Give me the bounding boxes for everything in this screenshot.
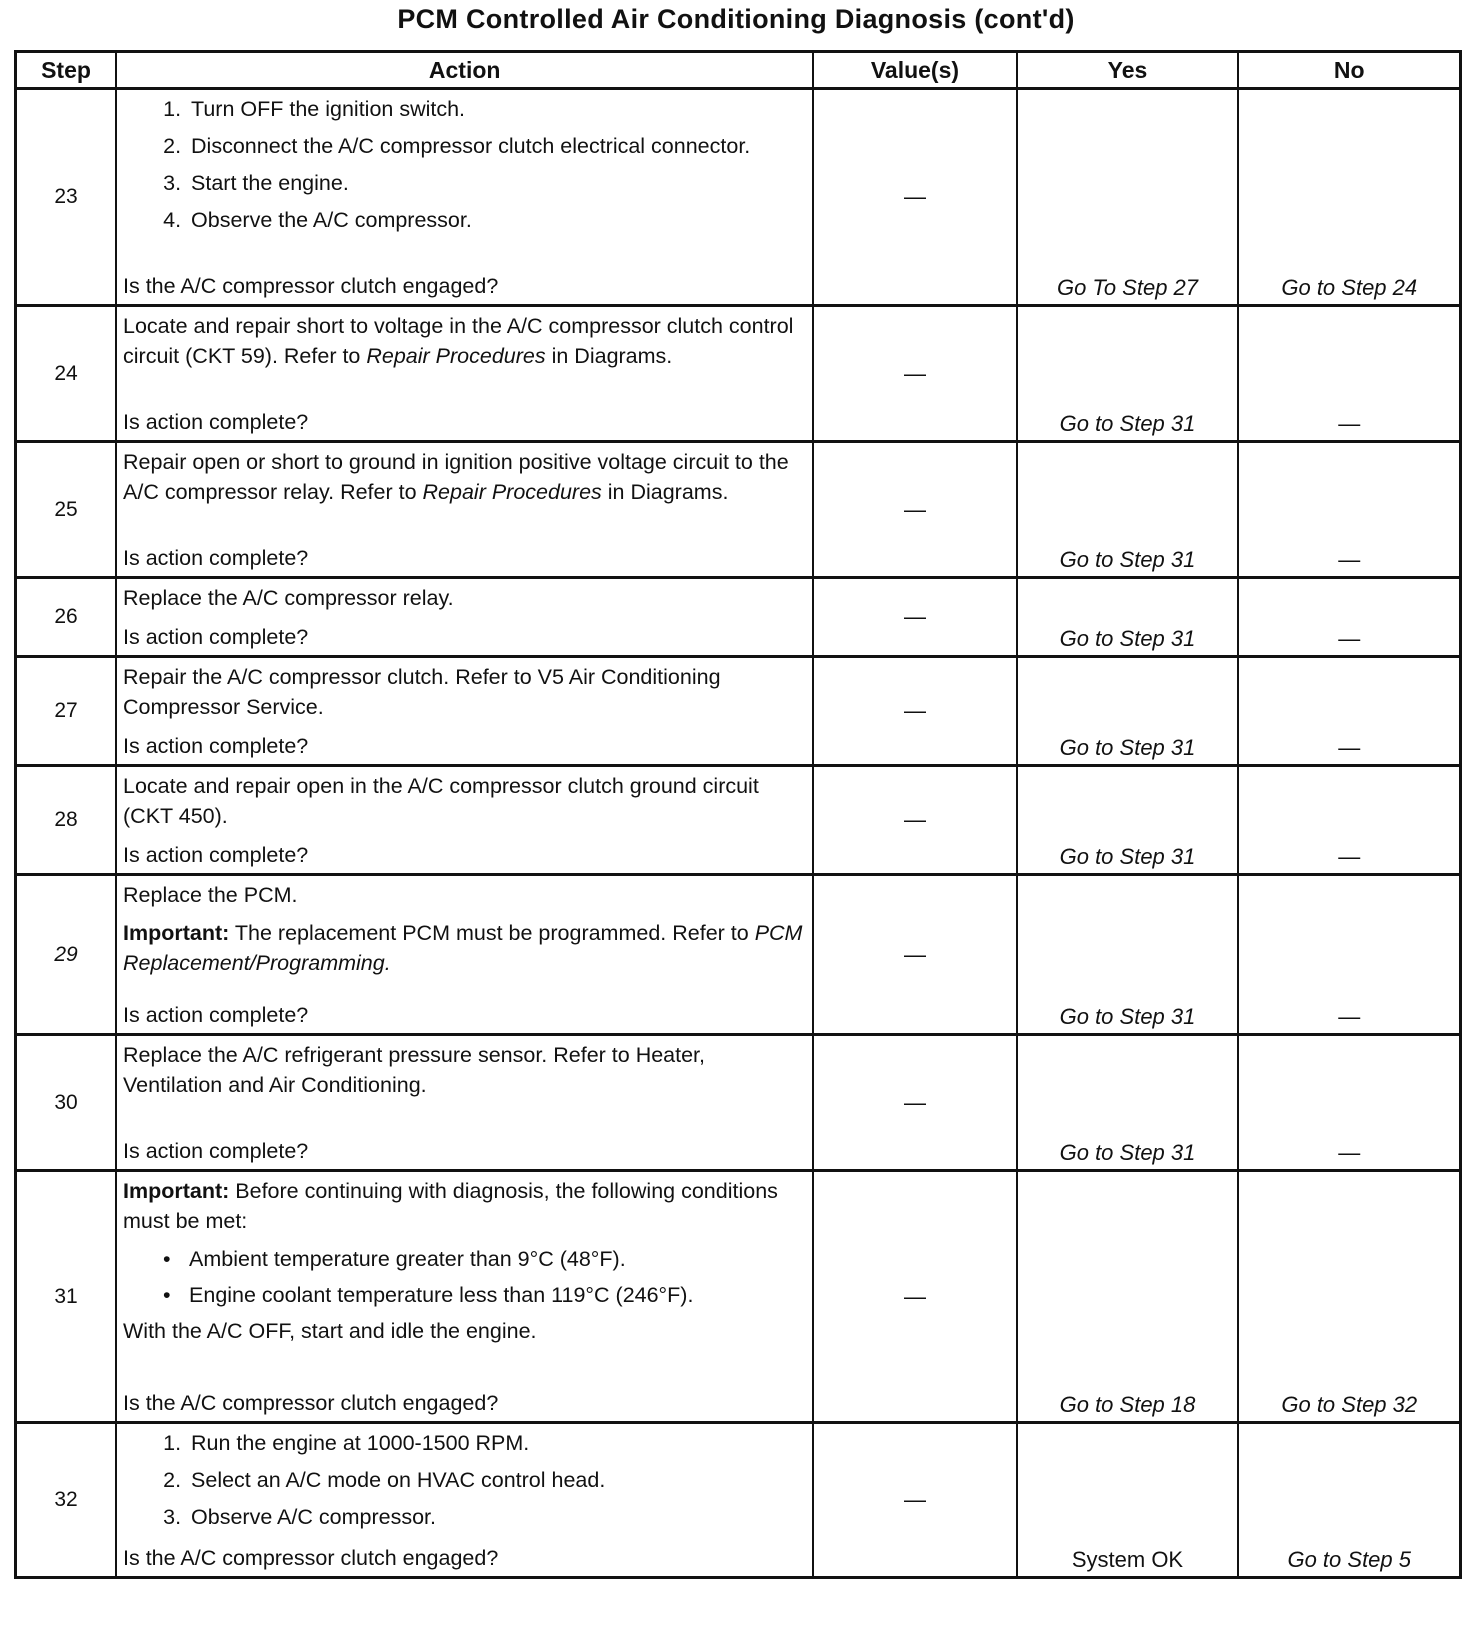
reference-link-text: Repair Procedures: [366, 344, 546, 368]
question: Is action complete?: [123, 410, 309, 434]
table-row: [16, 442, 1461, 578]
header-row: [16, 52, 1461, 89]
important-note: Important: The replacement PCM must be programmed. Refer to PCM Replacement/Programming.: [123, 921, 803, 975]
table-row: [16, 1423, 1461, 1578]
table-row: [16, 657, 1461, 766]
list-item: • Engine coolant temperature less than 119°C (246°F).: [189, 1280, 806, 1310]
list-item: 2. Disconnect the A/C compressor clutch electrical connector.: [187, 131, 806, 161]
yes-result: Go To Step 27: [1056, 275, 1199, 300]
no-cell: [1238, 1171, 1460, 1423]
value-cell: —: [813, 766, 1016, 875]
action-text: Repair the A/C compressor clutch. Refer to V5 Air Conditioning Compressor Service.: [123, 665, 721, 719]
list-item: 3. Observe A/C compressor.: [187, 1502, 806, 1532]
action-cell: [116, 875, 813, 1035]
question: Is the A/C compressor clutch engaged?: [123, 274, 499, 298]
no-result: —: [1338, 1140, 1361, 1165]
yes-result: Go to Step 31: [1059, 735, 1196, 760]
table-row: [16, 1171, 1461, 1423]
question: Is action complete?: [123, 843, 309, 867]
no-cell: [1238, 306, 1460, 442]
action-text: Repair open or short to ground in ignition positive voltage circuit to the A/C compressor relay. Refer to Repair Procedures in Diagrams.: [123, 450, 789, 504]
action-text: With the A/C OFF, start and idle the engine.: [123, 1319, 537, 1343]
table-row: [16, 1035, 1461, 1171]
yes-result: Go to Step 31: [1059, 547, 1196, 572]
action-cell: [116, 1423, 813, 1578]
list-item: 3. Start the engine.: [187, 168, 806, 198]
action-text: Locate and repair open in the A/C compressor clutch ground circuit (CKT 450).: [123, 774, 759, 828]
no-result: —: [1338, 411, 1361, 436]
yes-cell: [1017, 875, 1239, 1035]
question: Is action complete?: [123, 546, 309, 570]
yes-cell: [1017, 1171, 1239, 1423]
list-item: 1. Turn OFF the ignition switch.: [187, 94, 806, 124]
value-cell: —: [813, 442, 1016, 578]
step-number: 31: [16, 1171, 117, 1423]
yes-result: Go to Step 31: [1059, 626, 1196, 651]
yes-cell: [1017, 1035, 1239, 1171]
yes-result: System OK: [1071, 1547, 1184, 1572]
table-row: [16, 578, 1461, 657]
no-cell: [1238, 89, 1460, 306]
action-text: Locate and repair short to voltage in the A/C compressor clutch control circuit (CKT 59). Refer to Repair Procedures in Diagrams.: [123, 314, 794, 368]
table-row: [16, 875, 1461, 1035]
no-result: Go to Step 5: [1287, 1547, 1411, 1572]
list-item: 1. Run the engine at 1000-1500 RPM.: [187, 1428, 806, 1458]
step-number: 24: [16, 306, 117, 442]
step-number: 28: [16, 766, 117, 875]
value-cell: —: [813, 1423, 1016, 1578]
action-text: Replace the PCM.: [123, 883, 298, 907]
action-cell: [116, 442, 813, 578]
reference-link-text: PCM Replacement/Programming.: [123, 921, 803, 975]
yes-result: Go to Step 31: [1059, 411, 1196, 436]
no-cell: [1238, 578, 1460, 657]
question: Is action complete?: [123, 734, 309, 758]
action-cell: [116, 1035, 813, 1171]
yes-result: Go to Step 31: [1059, 1140, 1196, 1165]
action-text: Replace the A/C refrigerant pressure sensor. Refer to Heater, Ventilation and Air Conditioning.: [123, 1043, 706, 1097]
no-cell: [1238, 1035, 1460, 1171]
header-no: No: [1238, 52, 1460, 89]
value-cell: —: [813, 306, 1016, 442]
header-values: Value(s): [813, 52, 1016, 89]
yes-result: Go to Step 18: [1059, 1392, 1196, 1417]
yes-result: Go to Step 31: [1059, 844, 1196, 869]
action-cell: [116, 578, 813, 657]
action-steps: [123, 94, 806, 235]
no-cell: [1238, 1423, 1460, 1578]
step-number: 29: [16, 875, 117, 1035]
value-cell: —: [813, 875, 1016, 1035]
important-note: Important: Before continuing with diagnosis, the following conditions must be met:: [123, 1179, 778, 1233]
yes-cell: [1017, 306, 1239, 442]
question: Is the A/C compressor clutch engaged?: [123, 1391, 499, 1415]
no-result: —: [1338, 735, 1361, 760]
value-cell: —: [813, 1035, 1016, 1171]
reference-link-text: Repair Procedures: [422, 480, 602, 504]
yes-cell: [1017, 1423, 1239, 1578]
step-number: 26: [16, 578, 117, 657]
yes-cell: [1017, 578, 1239, 657]
no-result: —: [1338, 844, 1361, 869]
no-result: —: [1338, 1004, 1361, 1029]
table-row: [16, 766, 1461, 875]
no-cell: [1238, 657, 1460, 766]
no-result: Go to Step 32: [1281, 1392, 1418, 1417]
yes-cell: [1017, 442, 1239, 578]
header-action: Action: [116, 52, 813, 89]
yes-cell: [1017, 89, 1239, 306]
question: Is action complete?: [123, 1003, 309, 1027]
action-cell: [116, 306, 813, 442]
page-title: PCM Controlled Air Conditioning Diagnosis (cont'd): [397, 4, 1075, 34]
list-item: 2. Select an A/C mode on HVAC control head.: [187, 1465, 806, 1495]
table-row: [16, 306, 1461, 442]
step-number: 30: [16, 1035, 117, 1171]
value-cell: —: [813, 578, 1016, 657]
important-label: Important:: [123, 1179, 230, 1203]
action-cell: [116, 1171, 813, 1423]
step-number: 27: [16, 657, 117, 766]
list-item: 4. Observe the A/C compressor.: [187, 205, 806, 235]
yes-result: Go to Step 31: [1059, 1004, 1196, 1029]
list-item: • Ambient temperature greater than 9°C (48°F).: [189, 1244, 806, 1274]
question: Is action complete?: [123, 1139, 309, 1163]
no-result: Go to Step 24: [1281, 275, 1418, 300]
value-cell: —: [813, 657, 1016, 766]
action-cell: [116, 766, 813, 875]
table-row: [16, 89, 1461, 306]
header-yes: Yes: [1017, 52, 1239, 89]
no-result: —: [1338, 626, 1361, 651]
value-cell: —: [813, 1171, 1016, 1423]
condition-list: [123, 1244, 806, 1310]
value-cell: —: [813, 89, 1016, 306]
no-cell: [1238, 766, 1460, 875]
no-cell: [1238, 442, 1460, 578]
yes-cell: [1017, 766, 1239, 875]
step-number: 25: [16, 442, 117, 578]
step-number: 23: [16, 89, 117, 306]
diagnosis-table: [14, 50, 1462, 1579]
no-cell: [1238, 875, 1460, 1035]
action-steps: [123, 1428, 806, 1532]
question: Is the A/C compressor clutch engaged?: [123, 1546, 499, 1570]
step-number: 32: [16, 1423, 117, 1578]
no-result: —: [1338, 547, 1361, 572]
action-text: Replace the A/C compressor relay.: [123, 586, 454, 610]
action-cell: [116, 89, 813, 306]
question: Is action complete?: [123, 625, 309, 649]
header-step: Step: [16, 52, 117, 89]
action-cell: [116, 657, 813, 766]
important-label: Important:: [123, 921, 230, 945]
yes-cell: [1017, 657, 1239, 766]
